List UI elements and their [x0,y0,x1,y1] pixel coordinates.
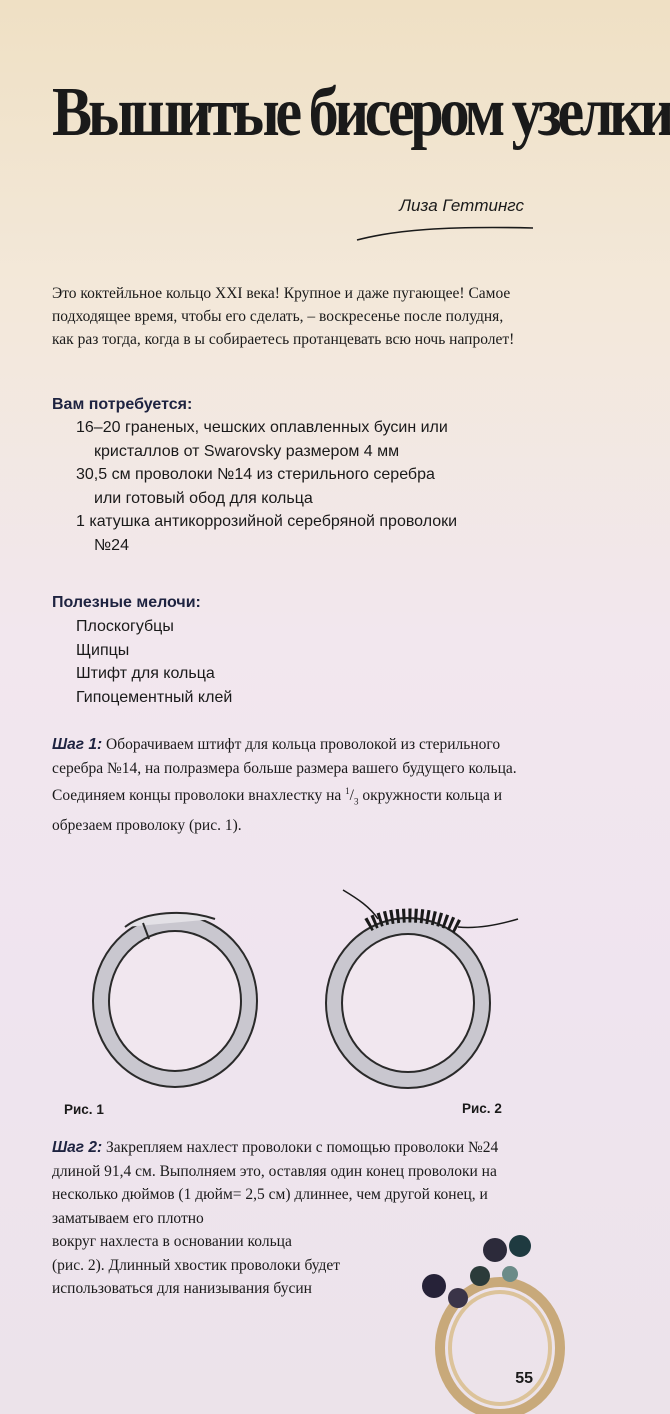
figure-2-caption: Рис. 2 [462,1101,502,1116]
materials-list [76,416,526,557]
list-item: Плоскогубцы [76,618,174,635]
list-item: 16–20 граненых, чешских оплавленных бусин или кристаллов от Swarovsky размером 4 мм [76,419,448,460]
author-name: Лиза Геттингс [399,196,524,215]
page-title: Вышитые бисером узелки [52,74,670,151]
step1-label: Шаг 1: [52,736,103,753]
step1-paragraph: Шаг 1: Оборачиваем штифт для кольца проволокой из стерильного серебра №14, на полразмера больше размера вашего будущего кольца. Соединяем концы проволоки внахлестку на $^1/_3$ окружности кольца и обрезаем проволоку (рис. 1). [52,736,517,834]
list-item: Штифт для кольца [76,665,215,682]
intro-paragraph: Это коктейльное кольцо XXI века! Крупное и даже пугающее! Самое подходящее время, чтобы его сделать, – воскресенье после полудня, как раз тогда, когда в ы собираетесь протанцевать всю ночь напролет! [52,285,515,348]
list-item: Щипцы [76,641,130,659]
page-number: 55 [515,1370,533,1387]
list-item: 30,5 см проволоки №14 из стерильного серебра или готовый обод для кольца [76,466,435,507]
list-item: 1 катушка антикоррозийной серебряной проволоки №24 [76,513,458,554]
list-item: Гипоцементный клей [76,688,233,706]
materials-heading: Вам потребуется: [52,396,193,413]
tools-list [76,615,526,709]
step2-paragraph: Шаг 2: Закрепляем нахлест проволоки с помощью проволоки №24 длиной 91,4 см. Выполняем это, оставляя один конец проволоки на несколько дюймов (1 дюйм= 2,5 см) длиннее, чем другой конец, и заматываем его плотно вокруг нахлеста в основании кольца (рис. 2). Длинный хвостик проволоки будет использоваться для нанизывания бусин [52,1139,499,1297]
tools-heading: Полезные мелочи: [52,594,201,611]
author-underline [355,216,535,244]
step2-label: Шаг 2: [52,1139,103,1156]
figure-2-ring [318,885,528,1095]
figure-1-caption: Рис. 1 [64,1102,104,1117]
figure-1-ring [85,893,275,1098]
